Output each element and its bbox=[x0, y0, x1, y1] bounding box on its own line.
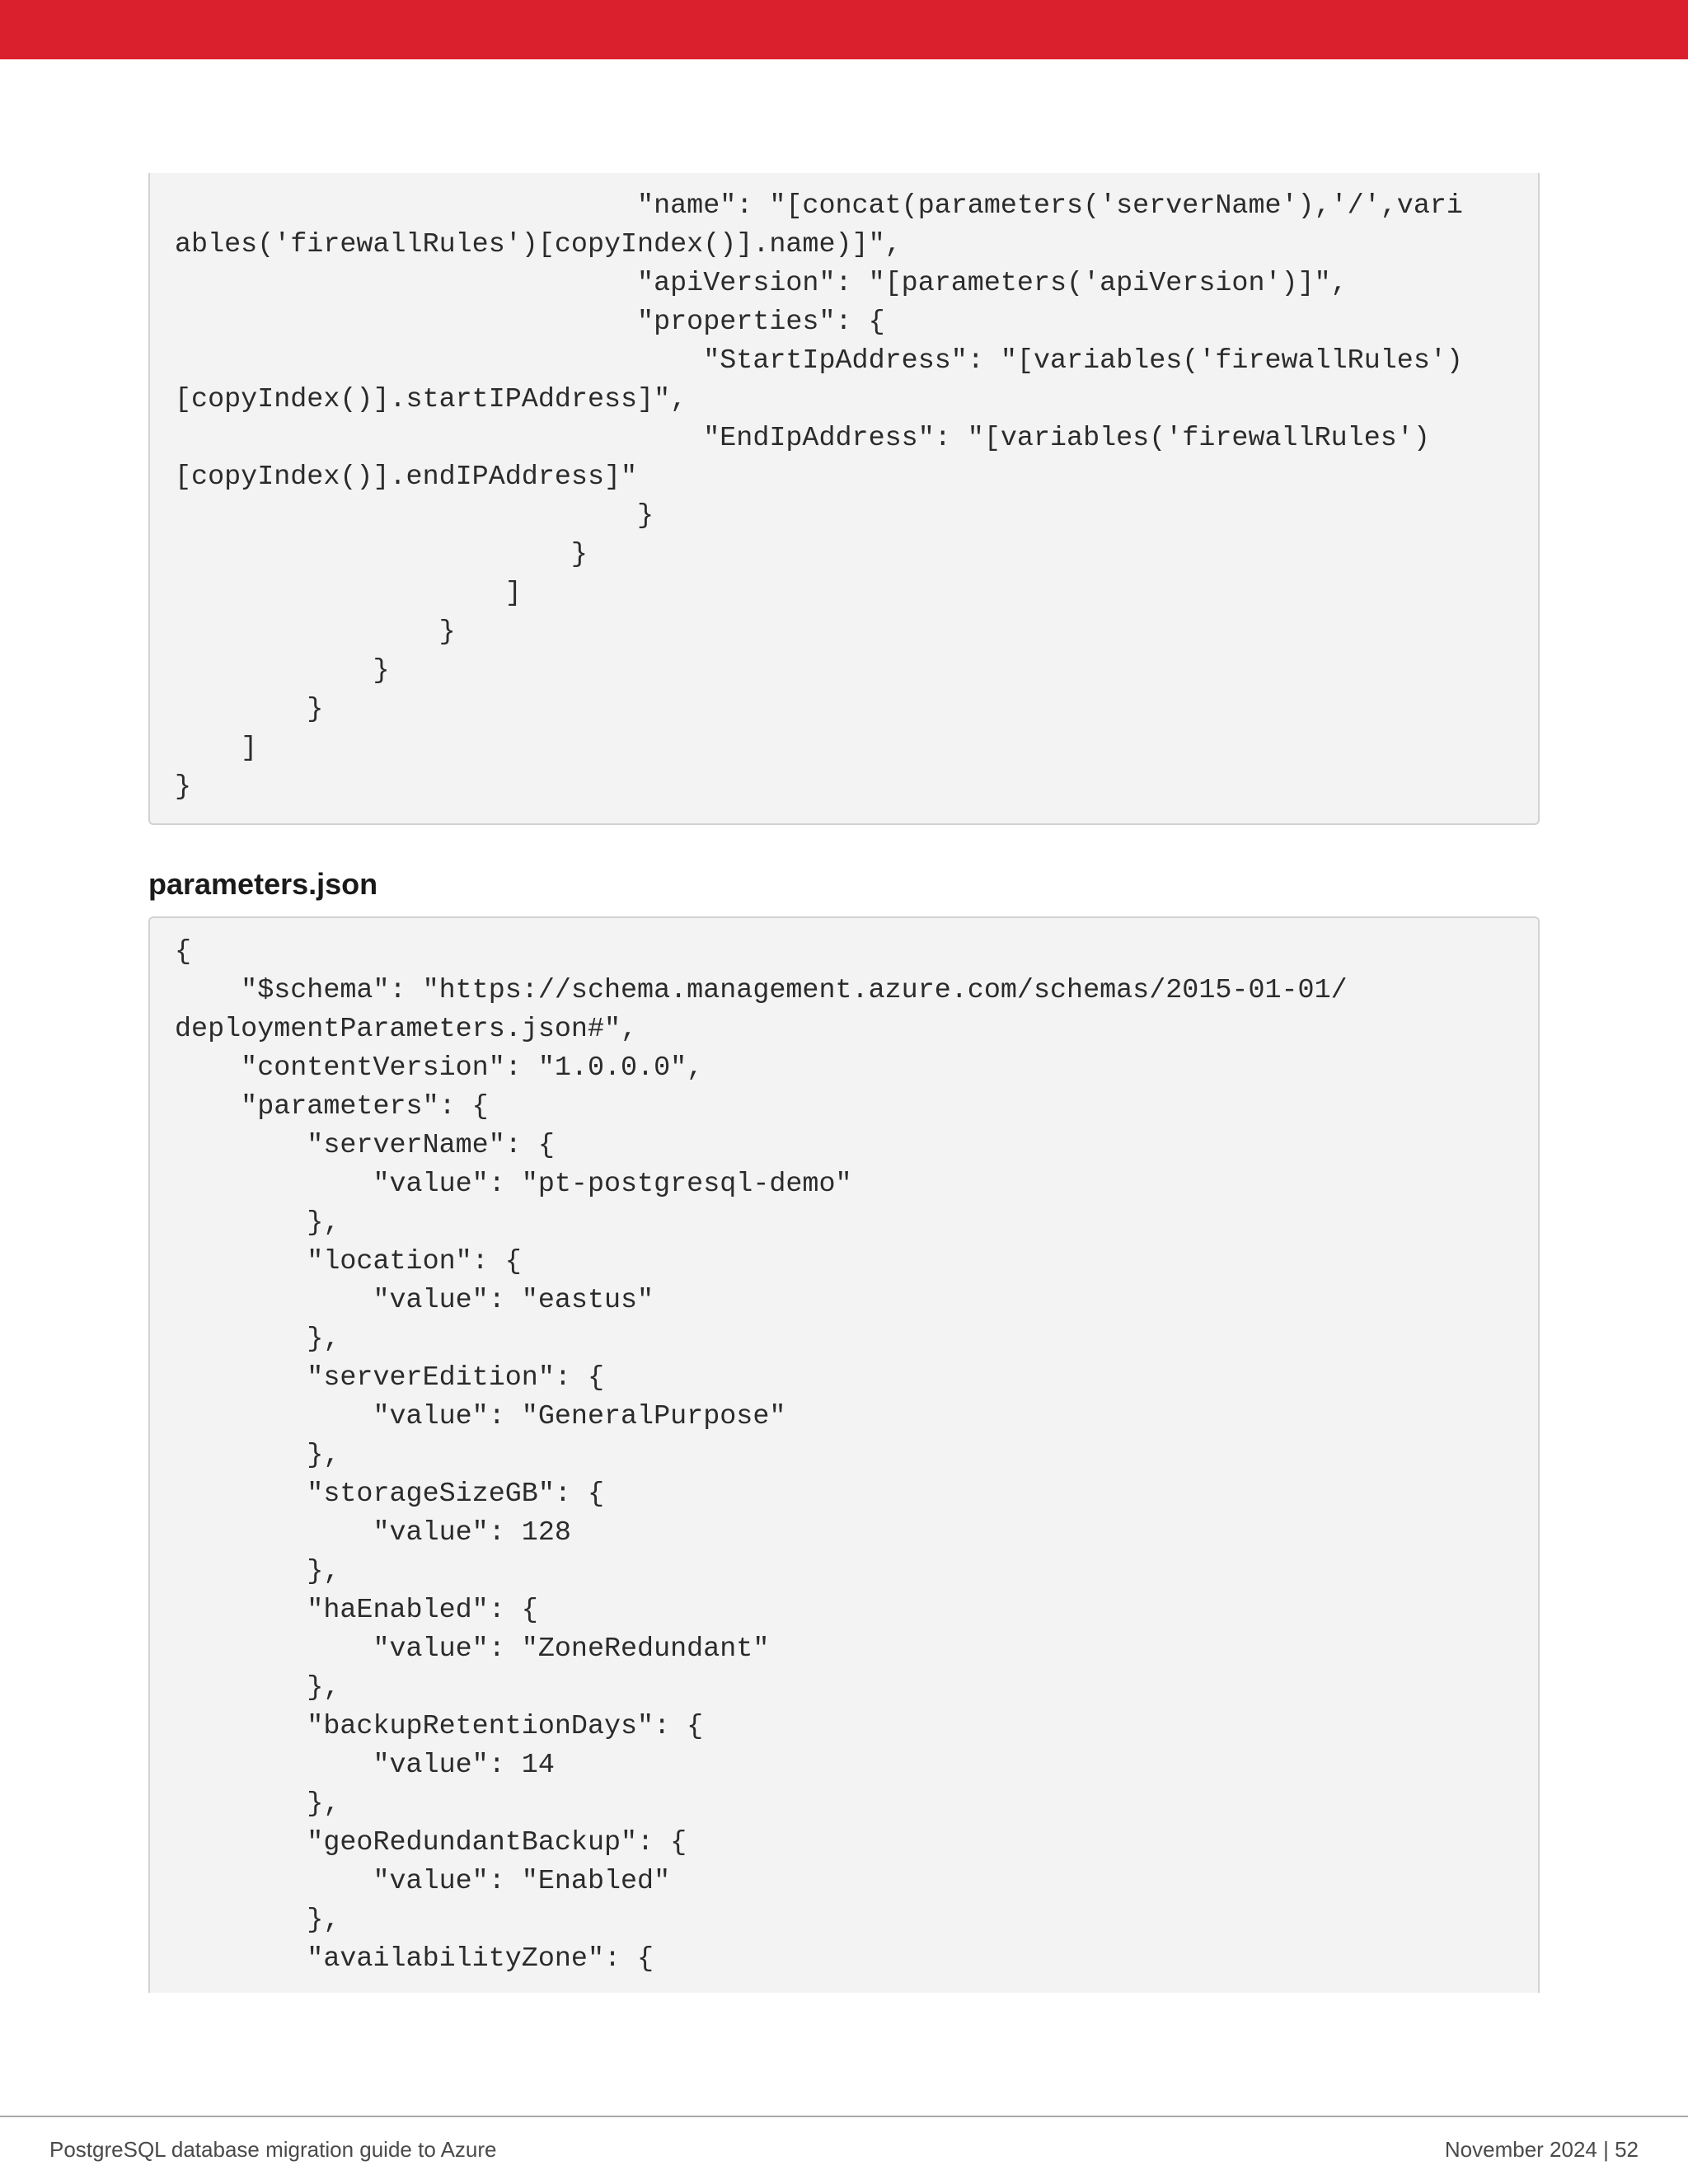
code-line: "serverName": { bbox=[175, 1130, 555, 1161]
code-line: } bbox=[175, 655, 390, 687]
code-line: } bbox=[175, 500, 654, 532]
code-line: "contentVersion": "1.0.0.0", bbox=[175, 1052, 704, 1084]
code-line: "name": "[concat(parameters('serverName'),'/',vari bbox=[175, 190, 1463, 222]
code-line: "$schema": "https://schema.management.azure.com/schemas/2015-01-01/ bbox=[175, 975, 1348, 1006]
footer-document-title: PostgreSQL database migration guide to Azure bbox=[49, 2137, 497, 2162]
code-block-parameters-json bbox=[148, 916, 1540, 1993]
code-line: }, bbox=[175, 1556, 340, 1587]
code-line: "apiVersion": "[parameters('apiVersion')]", bbox=[175, 268, 1348, 299]
code-line: } bbox=[175, 616, 456, 648]
code-line: "value": "GeneralPurpose" bbox=[175, 1401, 786, 1432]
code-line: "value": "ZoneRedundant" bbox=[175, 1633, 770, 1665]
code-line: ] bbox=[175, 733, 258, 764]
code-line: [copyIndex()].endIPAddress]" bbox=[175, 462, 638, 493]
code-line: "availabilityZone": { bbox=[175, 1943, 654, 1975]
code-line: "location": { bbox=[175, 1246, 522, 1277]
code-line: "geoRedundantBackup": { bbox=[175, 1827, 687, 1858]
code-line: "value": "eastus" bbox=[175, 1285, 654, 1316]
code-line: ables('firewallRules')[copyIndex()].name)]", bbox=[175, 229, 902, 260]
code-line: }, bbox=[175, 1440, 340, 1471]
code-line: }, bbox=[175, 1324, 340, 1355]
code-line: }, bbox=[175, 1672, 340, 1704]
code-line: ] bbox=[175, 578, 522, 609]
code-line: "storageSizeGB": { bbox=[175, 1479, 604, 1510]
code-line: "serverEdition": { bbox=[175, 1362, 604, 1394]
code-line: "value": "pt-postgresql-demo" bbox=[175, 1169, 852, 1200]
section-heading: parameters.json bbox=[148, 867, 378, 901]
code-line: "haEnabled": { bbox=[175, 1595, 538, 1626]
code-line: } bbox=[175, 694, 324, 725]
code-line: "parameters": { bbox=[175, 1091, 489, 1122]
code-line: "backupRetentionDays": { bbox=[175, 1711, 704, 1742]
code-line: "StartIpAddress": "[variables('firewallRules') bbox=[175, 345, 1463, 377]
code-line: "value": 14 bbox=[175, 1750, 555, 1781]
footer-divider bbox=[0, 2116, 1688, 2117]
code-line: "value": "Enabled" bbox=[175, 1866, 671, 1897]
footer-date-page-number: November 2024 | 52 bbox=[1444, 2137, 1639, 2162]
code-block-template-continuation bbox=[148, 173, 1540, 825]
code-line: "value": 128 bbox=[175, 1517, 571, 1549]
code-line: }, bbox=[175, 1905, 340, 1936]
code-line: deploymentParameters.json#", bbox=[175, 1014, 638, 1045]
code-line: "properties": { bbox=[175, 307, 885, 338]
code-line: { bbox=[175, 936, 192, 968]
code-line: "EndIpAddress": "[variables('firewallRules') bbox=[175, 423, 1430, 454]
code-line: } bbox=[175, 539, 588, 570]
code-line: }, bbox=[175, 1788, 340, 1820]
code-line: }, bbox=[175, 1207, 340, 1239]
code-line: [copyIndex()].startIPAddress]", bbox=[175, 384, 687, 415]
header-accent-bar bbox=[0, 0, 1688, 59]
code-line: } bbox=[175, 771, 192, 803]
